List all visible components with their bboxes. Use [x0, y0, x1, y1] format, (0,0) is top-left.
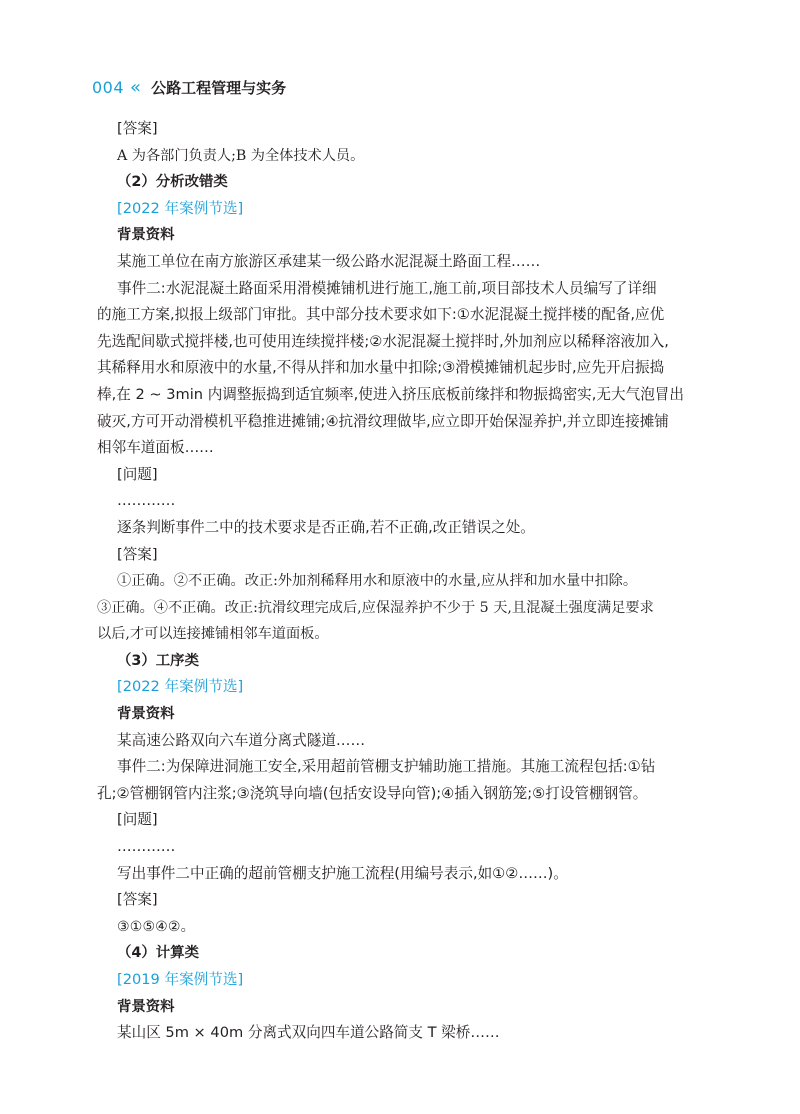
- text-line: A 为各部门负责人;B 为全体技术人员。: [117, 147, 365, 164]
- text-line: 棒,在 2 ~ 3min 内调整振捣到适宜频率,使进入挤压底板前缘拌和物振捣密实,无大气泡冒出: [97, 385, 684, 403]
- double-chevron-icon: «: [130, 76, 142, 98]
- text-line: 背景资料: [117, 998, 175, 1015]
- text-line: 先选配间歇式搅拌楼,也可使用连续搅拌楼;②水泥混凝土搅拌时,外加剂应以稀释溶液加入,: [97, 332, 669, 350]
- text-line: 背景资料: [117, 227, 175, 244]
- text-line: 孔;②管棚钢管内注浆;③浇筑导向墙(包括安设导向管);④插入钢筋笼;⑤打设管棚钢管。: [97, 784, 648, 802]
- text-line: [答案]: [117, 545, 158, 563]
- text-line: （4）计算类: [117, 945, 199, 962]
- text-line: 某施工单位在南方旅游区承建某一级公路水泥混凝土路面工程……: [117, 252, 541, 270]
- running-header: [92, 76, 286, 98]
- text-line: …………: [117, 838, 176, 856]
- text-line: [问题]: [117, 465, 158, 483]
- text-line: [2022 年案例节选]: [117, 199, 244, 217]
- text-line: 的施工方案,拟报上级部门审批。其中部分技术要求如下:①水泥混凝土搅拌楼的配备,应优: [97, 306, 665, 324]
- text-line: 逐条判断事件二中的技术要求是否正确,若不正确,改正错误之处。: [117, 518, 535, 536]
- text-line: [答案]: [117, 891, 158, 909]
- text-line: 相邻车道面板……: [97, 439, 214, 457]
- text-line: [2022 年案例节选]: [117, 678, 244, 696]
- page-number: 004: [92, 77, 125, 97]
- text-line: 某高速公路双向六车道分离式隧道……: [117, 731, 366, 749]
- book-title: 公路工程管理与实务: [151, 78, 287, 97]
- text-line: 以后,才可以连接摊铺相邻车道面板。: [97, 626, 329, 643]
- text-line: [答案]: [117, 120, 158, 137]
- text-line: [2019 年案例节选]: [117, 971, 244, 988]
- text-line: 事件二:为保障进洞施工安全,采用超前管棚支护辅助施工措施。其施工流程包括:①钻: [117, 758, 656, 776]
- text-line: 破灭,方可开动滑模机平稳推进摊铺;④抗滑纹理做毕,应立即开始保湿养护,并立即连接摊铺: [97, 412, 669, 430]
- text-line: 其稀释用水和原液中的水量,不得从拌和加水量中扣除;③滑模摊铺机起步时,应先开启振捣: [97, 359, 665, 377]
- page-content: [97, 116, 717, 1047]
- text-line: [问题]: [117, 811, 158, 829]
- text-line: 背景资料: [117, 706, 175, 723]
- text-line: ①正确。②不正确。改正:外加剂稀释用水和原液中的水量,应从拌和加水量中扣除。: [117, 573, 638, 590]
- text-line: （3）工序类: [117, 652, 199, 669]
- text-line: ③①⑤④②。: [117, 918, 195, 935]
- text-line: （2）分析改错类: [117, 174, 228, 191]
- text-line: 某山区 5m × 40m 分离式双向四车道公路简支 T 梁桥……: [117, 1024, 500, 1042]
- text-line: …………: [117, 492, 176, 510]
- text-line: ③正确。④不正确。改正:抗滑纹理完成后,应保湿养护不少于 5 天,且混凝土强度满足要求: [97, 599, 654, 616]
- text-line: 写出事件二中正确的超前管棚支护施工流程(用编号表示,如①②……)。: [117, 864, 568, 882]
- text-line: 事件二:水泥混凝土路面采用滑模摊铺机进行施工,施工前,项目部技术人员编写了详细: [117, 279, 657, 297]
